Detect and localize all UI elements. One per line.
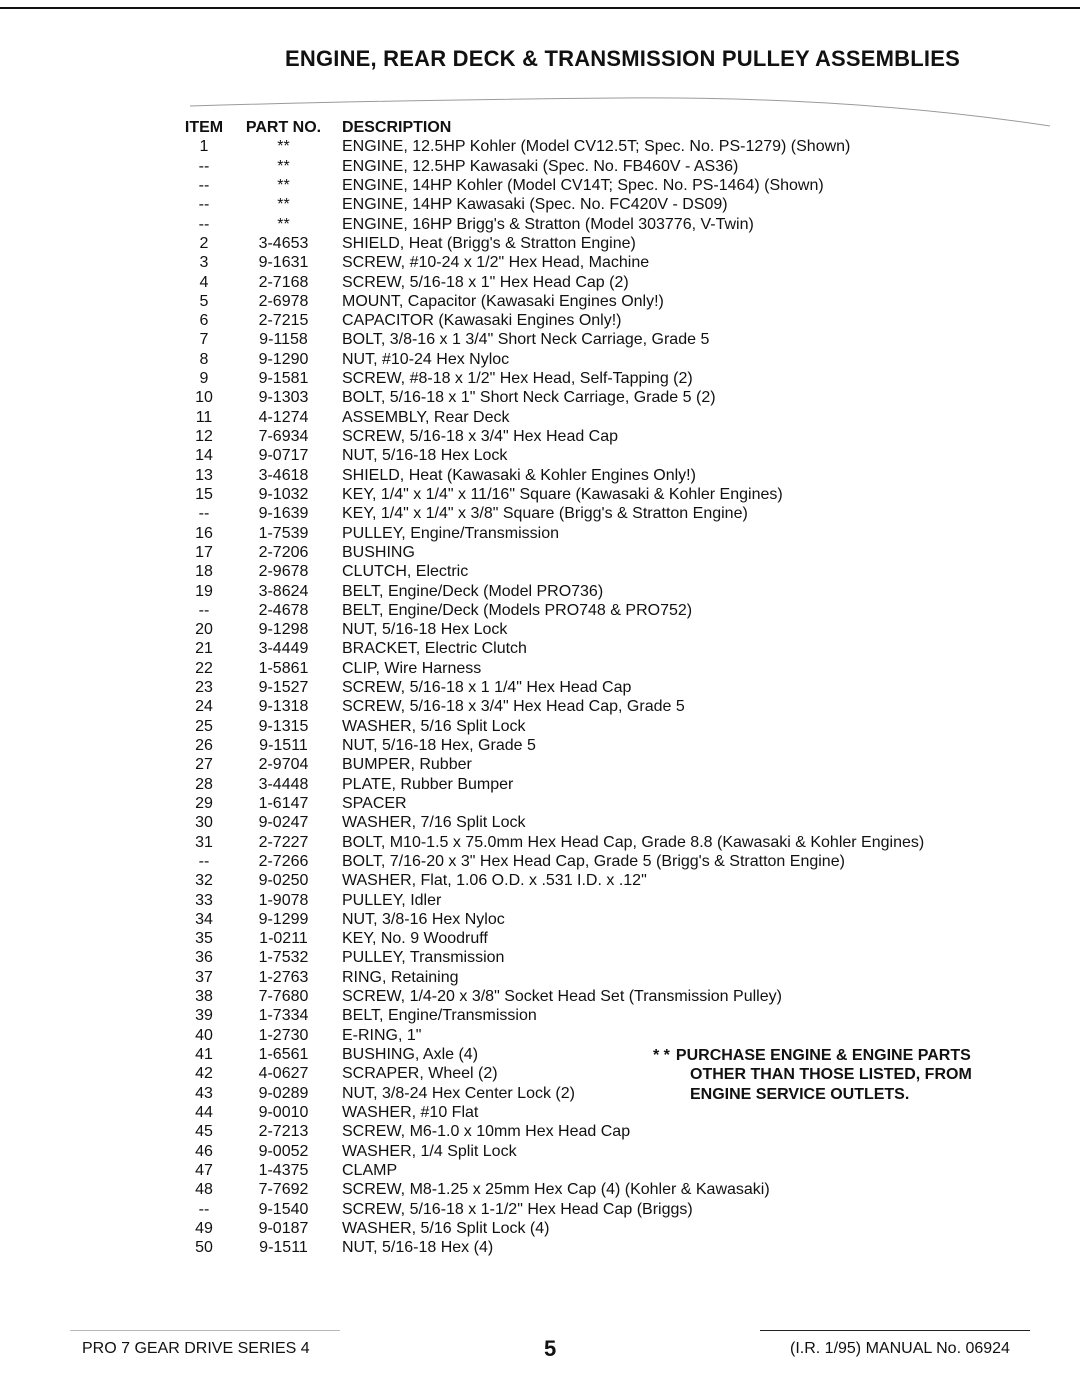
cell-item: 26 bbox=[195, 737, 213, 754]
table-row bbox=[183, 1238, 1063, 1257]
cell-description: NUT, #10-24 Hex Nyloc bbox=[342, 350, 510, 368]
cell-item: 25 bbox=[195, 717, 213, 735]
table-row bbox=[183, 639, 1063, 658]
table-row bbox=[183, 157, 1063, 176]
table-row bbox=[183, 253, 1063, 272]
cell-part-no: 7-6934 bbox=[258, 428, 309, 445]
cell-part-no: 2-7227 bbox=[258, 833, 309, 851]
cell-item: 44 bbox=[195, 1103, 213, 1121]
cell-description: WASHER, 5/16 Split Lock bbox=[342, 717, 526, 735]
cell-description: SCREW, 1/4-20 x 3/8" Socket Head Set (Transmission Pulley) bbox=[342, 988, 782, 1006]
cell-description: SCREW, 5/16-18 x 3/4" Hex Head Cap bbox=[342, 428, 619, 445]
cell-part-no: 1-7532 bbox=[258, 949, 309, 967]
cell-part-no: 3-4449 bbox=[258, 640, 309, 658]
table-row bbox=[183, 601, 1063, 620]
cell-description: KEY, No. 9 Woodruff bbox=[342, 930, 488, 948]
table-row bbox=[183, 485, 1063, 504]
cell-part-no: 9-1639 bbox=[258, 505, 309, 523]
table-row bbox=[183, 1006, 1063, 1025]
cell-part-no: 9-0250 bbox=[258, 872, 309, 890]
table-row bbox=[183, 620, 1063, 639]
cell-item: 6 bbox=[199, 312, 209, 330]
cell-part-no: 1-6561 bbox=[258, 1046, 309, 1063]
table-row bbox=[183, 659, 1063, 678]
cell-item: 24 bbox=[195, 698, 213, 716]
cell-part-no: 9-0289 bbox=[258, 1084, 309, 1102]
cell-item: 1 bbox=[199, 138, 209, 156]
cell-item: 46 bbox=[195, 1142, 213, 1160]
table-row bbox=[183, 852, 1063, 871]
table-row bbox=[183, 833, 1063, 852]
footer-rule-left bbox=[70, 1330, 340, 1331]
cell-item: 40 bbox=[195, 1026, 213, 1044]
table-row bbox=[183, 1200, 1063, 1219]
cell-description: SCREW, #8-18 x 1/2" Hex Head, Self-Tapping (2) bbox=[342, 370, 693, 388]
cell-description: SCREW, 5/16-18 x 1-1/2" Hex Head Cap (Briggs) bbox=[342, 1200, 693, 1218]
cell-part-no: 9-1511 bbox=[259, 737, 308, 754]
cell-item: 22 bbox=[195, 659, 213, 677]
cell-description: BRACKET, Electric Clutch bbox=[342, 640, 527, 658]
cell-item: 13 bbox=[195, 466, 213, 484]
cell-item: 2 bbox=[199, 234, 209, 252]
cell-part-no: 2-7215 bbox=[258, 312, 309, 330]
cell-description: WASHER, 5/16 Split Lock (4) bbox=[342, 1219, 550, 1237]
cell-part-no: ** bbox=[277, 176, 290, 194]
cell-part-no: 1-9078 bbox=[258, 891, 309, 909]
header-description: DESCRIPTION bbox=[342, 119, 452, 136]
table-row bbox=[183, 330, 1063, 349]
cell-part-no: 9-0717 bbox=[258, 447, 309, 465]
table-row bbox=[183, 948, 1063, 967]
cell-description: SCREW, 5/16-18 x 1 1/4" Hex Head Cap bbox=[342, 679, 632, 697]
cell-part-no: 2-6978 bbox=[258, 292, 309, 310]
note-line-2: OTHER THAN THOSE LISTED, FROM bbox=[690, 1066, 972, 1084]
table-row bbox=[183, 1219, 1063, 1238]
cell-description: PLATE, Rubber Bumper bbox=[342, 775, 514, 793]
cell-description: ENGINE, 12.5HP Kawasaki (Spec. No. FB460V - AS36) bbox=[342, 157, 739, 175]
cell-description: BUMPER, Rubber bbox=[342, 756, 472, 774]
cell-item: -- bbox=[198, 505, 210, 523]
cell-description: WASHER, Flat, 1.06 O.D. x .531 I.D. x .12" bbox=[342, 872, 647, 890]
cell-description: BOLT, 3/8-16 x 1 3/4" Short Neck Carriage, Grade 5 bbox=[342, 331, 710, 349]
cell-item: 19 bbox=[195, 582, 213, 600]
cell-part-no: 9-1540 bbox=[258, 1200, 309, 1218]
cell-item: 11 bbox=[195, 408, 213, 426]
top-rule bbox=[0, 7, 1080, 9]
table-row bbox=[183, 1180, 1063, 1199]
cell-description: NUT, 5/16-18 Hex (4) bbox=[342, 1239, 494, 1257]
cell-description: BOLT, 5/16-18 x 1" Short Neck Carriage, Grade 5 (2) bbox=[342, 389, 716, 407]
header-item: ITEM bbox=[184, 119, 224, 136]
cell-item: 37 bbox=[195, 968, 213, 986]
cell-part-no: 7-7692 bbox=[258, 1181, 309, 1199]
table-row bbox=[183, 968, 1063, 987]
cell-item: -- bbox=[198, 215, 210, 233]
table-row bbox=[183, 813, 1063, 832]
footer-series: PRO 7 GEAR DRIVE SERIES 4 bbox=[82, 1340, 310, 1357]
cell-description: BOLT, M10-1.5 x 75.0mm Hex Head Cap, Grade 8.8 (Kawasaki & Kohler Engines) bbox=[342, 833, 925, 851]
cell-part-no: 1-0211 bbox=[259, 930, 308, 948]
cell-part-no: 1-5861 bbox=[258, 659, 309, 677]
table-row bbox=[183, 775, 1063, 794]
cell-part-no: 3-4618 bbox=[258, 466, 309, 484]
cell-item: 9 bbox=[199, 370, 209, 388]
cell-description: NUT, 3/8-16 Hex Nyloc bbox=[342, 910, 505, 928]
cell-part-no: 2-9678 bbox=[258, 563, 309, 581]
cell-item: 5 bbox=[199, 292, 209, 310]
cell-part-no: 9-1299 bbox=[258, 910, 309, 928]
table-row bbox=[183, 311, 1063, 330]
cell-item: 34 bbox=[195, 910, 213, 928]
cell-description: ENGINE, 12.5HP Kohler (Model CV12.5T; Spec. No. PS-1279) (Shown) bbox=[342, 138, 851, 156]
cell-part-no: 9-0052 bbox=[258, 1142, 309, 1160]
footer-manual: (I.R. 1/95) MANUAL No. 06924 bbox=[790, 1340, 1010, 1357]
cell-item: -- bbox=[198, 852, 210, 870]
cell-description: BOLT, 7/16-20 x 3" Hex Head Cap, Grade 5 (Brigg's & Stratton Engine) bbox=[342, 852, 845, 870]
cell-item: 14 bbox=[195, 447, 213, 465]
cell-item: 15 bbox=[195, 485, 213, 503]
cell-item: 49 bbox=[195, 1219, 213, 1237]
cell-description: BELT, Engine/Transmission bbox=[342, 1007, 537, 1025]
cell-part-no: 4-1274 bbox=[258, 408, 309, 426]
cell-item: 7 bbox=[199, 331, 209, 349]
table-row bbox=[183, 234, 1063, 253]
cell-description: SCREW, M6-1.0 x 10mm Hex Head Cap bbox=[342, 1123, 631, 1141]
cell-item: 17 bbox=[195, 543, 213, 561]
cell-description: BELT, Engine/Deck (Models PRO748 & PRO752) bbox=[342, 601, 693, 619]
cell-part-no: 1-7539 bbox=[258, 524, 309, 542]
cell-description: CLAMP bbox=[342, 1161, 398, 1179]
table-row bbox=[183, 543, 1063, 562]
table-row bbox=[183, 273, 1063, 292]
table-header bbox=[183, 118, 1063, 137]
cell-description: SCREW, 5/16-18 x 1" Hex Head Cap (2) bbox=[342, 273, 629, 291]
cell-description: NUT, 5/16-18 Hex, Grade 5 bbox=[342, 737, 536, 754]
cell-part-no: ** bbox=[277, 157, 290, 175]
page-number: 5 bbox=[544, 1336, 557, 1361]
table-row bbox=[183, 987, 1063, 1006]
cell-description: BUSHING, Axle (4) bbox=[342, 1046, 479, 1063]
page-title: ENGINE, REAR DECK & TRANSMISSION PULLEY ASSEMBLIES bbox=[285, 46, 960, 71]
table-row bbox=[183, 717, 1063, 736]
cell-item: 23 bbox=[195, 679, 213, 697]
cell-description: SCREW, #10-24 x 1/2" Hex Head, Machine bbox=[342, 254, 650, 272]
cell-item: -- bbox=[198, 1200, 210, 1218]
table-row bbox=[183, 562, 1063, 581]
cell-part-no: 1-7334 bbox=[258, 1007, 309, 1025]
cell-item: 28 bbox=[195, 775, 213, 793]
cell-description: PULLEY, Idler bbox=[342, 891, 442, 909]
cell-part-no: 2-7206 bbox=[258, 543, 309, 561]
cell-part-no: 2-7213 bbox=[258, 1123, 309, 1141]
cell-description: PULLEY, Engine/Transmission bbox=[342, 524, 559, 542]
cell-part-no: 2-7168 bbox=[258, 273, 309, 291]
cell-item: 27 bbox=[195, 756, 213, 774]
cell-description: SHIELD, Heat (Brigg's & Stratton Engine) bbox=[342, 234, 636, 252]
cell-part-no: 1-2730 bbox=[258, 1026, 309, 1044]
cell-item: 4 bbox=[199, 273, 209, 291]
cell-part-no: 3-8624 bbox=[258, 582, 309, 600]
cell-item: -- bbox=[198, 157, 210, 175]
table-row bbox=[183, 1122, 1063, 1141]
cell-item: -- bbox=[198, 601, 210, 619]
table-row bbox=[183, 446, 1063, 465]
cell-part-no: 9-0247 bbox=[258, 814, 309, 832]
cell-part-no: 9-1032 bbox=[258, 485, 309, 503]
cell-description: KEY, 1/4" x 1/4" x 11/16" Square (Kawasaki & Kohler Engines) bbox=[342, 485, 783, 503]
cell-item: -- bbox=[198, 176, 210, 194]
cell-part-no: 9-1318 bbox=[258, 698, 309, 716]
cell-item: -- bbox=[198, 196, 210, 214]
cell-part-no: 9-1631 bbox=[258, 254, 309, 272]
cell-part-no: 2-4678 bbox=[258, 601, 309, 619]
cell-description: BUSHING bbox=[342, 543, 415, 561]
cell-description: MOUNT, Capacitor (Kawasaki Engines Only!) bbox=[342, 292, 664, 310]
cell-item: 41 bbox=[195, 1046, 213, 1063]
cell-description: E-RING, 1" bbox=[342, 1026, 422, 1044]
cell-description: SPACER bbox=[342, 794, 407, 812]
table-row bbox=[183, 195, 1063, 214]
cell-item: 43 bbox=[195, 1084, 213, 1102]
table-row bbox=[183, 910, 1063, 929]
cell-description: RING, Retaining bbox=[342, 968, 459, 986]
note-line-3: ENGINE SERVICE OUTLETS. bbox=[690, 1085, 910, 1103]
cell-description: ENGINE, 14HP Kohler (Model CV14T; Spec. No. PS-1464) (Shown) bbox=[342, 176, 824, 194]
cell-description: ENGINE, 14HP Kawasaki (Spec. No. FC420V - DS09) bbox=[342, 196, 728, 214]
table-row bbox=[183, 176, 1063, 195]
cell-item: 50 bbox=[195, 1239, 213, 1257]
cell-description: KEY, 1/4" x 1/4" x 3/8" Square (Brigg's & Stratton Engine) bbox=[342, 505, 748, 523]
cell-description: NUT, 5/16-18 Hex Lock bbox=[342, 621, 508, 639]
cell-part-no: ** bbox=[277, 196, 290, 214]
cell-item: 16 bbox=[195, 524, 213, 542]
table-row bbox=[183, 755, 1063, 774]
cell-item: 8 bbox=[199, 350, 209, 368]
table-row bbox=[183, 388, 1063, 407]
cell-item: 48 bbox=[195, 1181, 213, 1199]
cell-part-no: 3-4448 bbox=[258, 775, 309, 793]
cell-part-no: 2-7266 bbox=[258, 852, 309, 870]
cell-description: CLUTCH, Electric bbox=[342, 563, 469, 581]
table-row bbox=[183, 215, 1063, 234]
table-row bbox=[183, 1103, 1063, 1122]
cell-part-no: 9-1315 bbox=[258, 717, 309, 735]
cell-item: 42 bbox=[195, 1065, 213, 1083]
cell-part-no: 1-2763 bbox=[258, 968, 309, 986]
cell-description: CLIP, Wire Harness bbox=[342, 659, 482, 677]
cell-item: 3 bbox=[199, 254, 209, 272]
table-row bbox=[183, 871, 1063, 890]
table-row bbox=[183, 1161, 1063, 1180]
cell-item: 10 bbox=[195, 389, 213, 407]
cell-part-no: 9-1511 bbox=[259, 1239, 308, 1257]
cell-item: 21 bbox=[195, 640, 213, 658]
table-row bbox=[183, 736, 1063, 755]
table-row bbox=[183, 1142, 1063, 1161]
cell-part-no: 9-0010 bbox=[258, 1103, 309, 1121]
table-row bbox=[183, 369, 1063, 388]
cell-item: 18 bbox=[195, 563, 213, 581]
note-line-1: PURCHASE ENGINE & ENGINE PARTS bbox=[675, 1047, 971, 1064]
cell-part-no: 1-6147 bbox=[258, 794, 309, 812]
table-row bbox=[183, 794, 1063, 813]
cell-item: 30 bbox=[195, 814, 213, 832]
cell-description: PULLEY, Transmission bbox=[342, 949, 505, 967]
cell-part-no: 9-1290 bbox=[258, 350, 309, 368]
table-row bbox=[183, 582, 1063, 601]
cell-description: WASHER, #10 Flat bbox=[342, 1103, 479, 1121]
table-row bbox=[183, 137, 1063, 156]
cell-part-no: ** bbox=[277, 215, 290, 233]
cell-description: SCREW, 5/16-18 x 3/4" Hex Head Cap, Grade 5 bbox=[342, 698, 685, 716]
cell-item: 36 bbox=[195, 949, 213, 967]
cell-part-no: 1-4375 bbox=[258, 1161, 309, 1179]
cell-part-no: 2-9704 bbox=[258, 756, 309, 774]
header-part-no: PART NO. bbox=[245, 119, 322, 136]
cell-description: ASSEMBLY, Rear Deck bbox=[342, 408, 510, 426]
cell-item: 33 bbox=[195, 891, 213, 909]
cell-item: 39 bbox=[195, 1007, 213, 1025]
cell-item: 47 bbox=[195, 1161, 213, 1179]
cell-description: CAPACITOR (Kawasaki Engines Only!) bbox=[342, 312, 622, 330]
cell-part-no: 9-1581 bbox=[258, 370, 309, 388]
cell-part-no: 7-7680 bbox=[258, 988, 309, 1006]
cell-part-no: 3-4653 bbox=[258, 234, 309, 252]
cell-description: WASHER, 1/4 Split Lock bbox=[342, 1142, 517, 1160]
cell-item: 45 bbox=[195, 1123, 213, 1141]
table-row bbox=[183, 408, 1063, 427]
cell-part-no: 9-1303 bbox=[258, 389, 309, 407]
cell-description: NUT, 5/16-18 Hex Lock bbox=[342, 447, 508, 465]
table-row bbox=[183, 504, 1063, 523]
table-row bbox=[183, 350, 1063, 369]
cell-description: SCREW, M8-1.25 x 25mm Hex Cap (4) (Kohler & Kawasaki) bbox=[342, 1181, 770, 1199]
table-row bbox=[183, 427, 1063, 446]
cell-description: WASHER, 7/16 Split Lock bbox=[342, 814, 526, 832]
table-row bbox=[183, 891, 1063, 910]
cell-item: 20 bbox=[195, 621, 213, 639]
cell-part-no: 4-0627 bbox=[258, 1065, 309, 1083]
cell-item: 29 bbox=[195, 794, 213, 812]
purchase-note bbox=[653, 1046, 972, 1104]
cell-description: SHIELD, Heat (Kawasaki & Kohler Engines Only!) bbox=[342, 466, 696, 484]
footer-rule-right bbox=[760, 1330, 1030, 1331]
cell-part-no: 9-1298 bbox=[258, 621, 309, 639]
cell-part-no: ** bbox=[277, 138, 290, 156]
table-row bbox=[183, 697, 1063, 716]
cell-item: 38 bbox=[195, 988, 213, 1006]
table-row bbox=[183, 678, 1063, 697]
cell-item: 12 bbox=[195, 428, 213, 445]
cell-description: ENGINE, 16HP Brigg's & Stratton (Model 303776, V-Twin) bbox=[342, 215, 754, 233]
table-row bbox=[183, 524, 1063, 543]
cell-part-no: 9-1158 bbox=[259, 331, 308, 349]
cell-item: 32 bbox=[195, 872, 213, 890]
table-row bbox=[183, 1026, 1063, 1045]
note-stars: * * bbox=[653, 1047, 670, 1064]
cell-item: 35 bbox=[195, 930, 213, 948]
cell-description: SCRAPER, Wheel (2) bbox=[342, 1065, 498, 1083]
cell-part-no: 9-1527 bbox=[258, 679, 309, 697]
cell-part-no: 9-0187 bbox=[258, 1219, 309, 1237]
cell-description: BELT, Engine/Deck (Model PRO736) bbox=[342, 582, 604, 600]
cell-description: NUT, 3/8-24 Hex Center Lock (2) bbox=[342, 1084, 575, 1102]
cell-item: 31 bbox=[195, 833, 213, 851]
table-row bbox=[183, 929, 1063, 948]
table-row bbox=[183, 466, 1063, 485]
table-row bbox=[183, 292, 1063, 311]
